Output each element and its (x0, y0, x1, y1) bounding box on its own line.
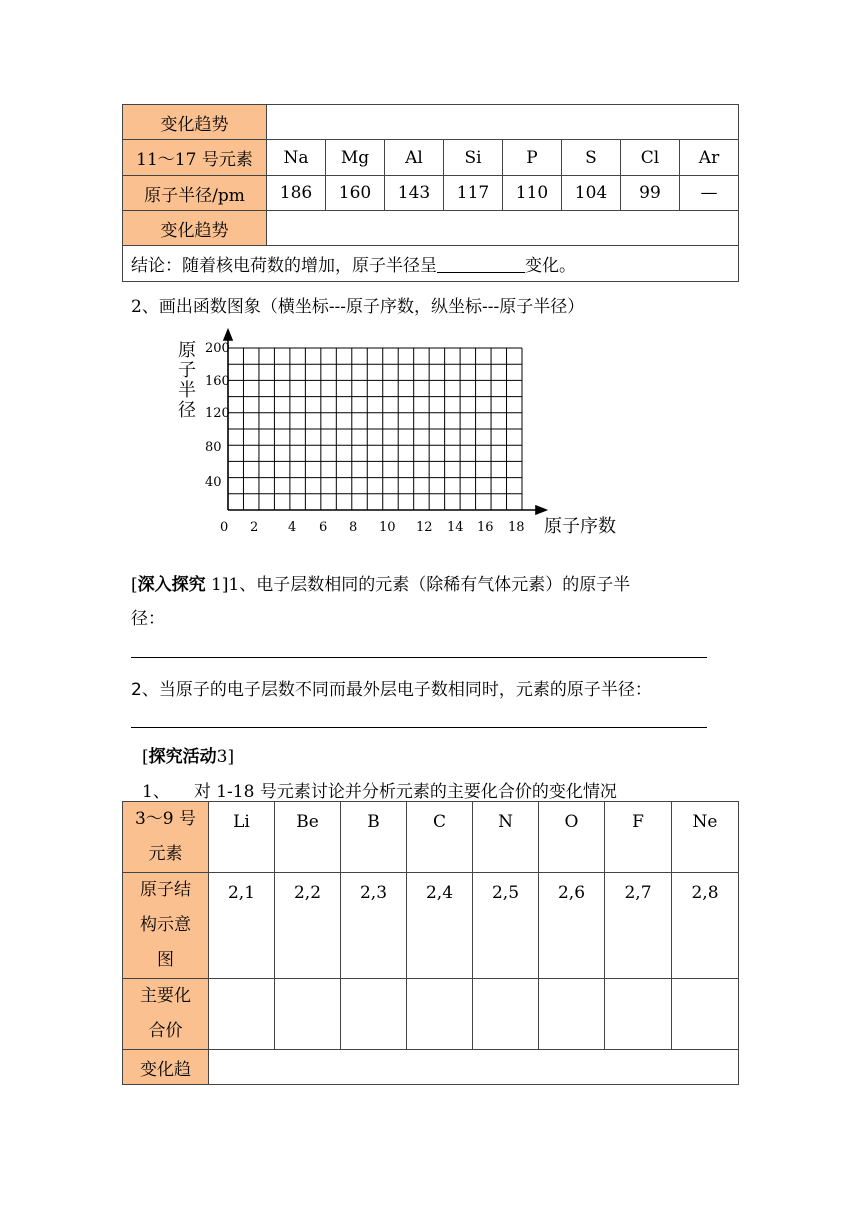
radius-label: 原子半径/pm (123, 176, 267, 211)
element-range-label: 11～17 号元素 (123, 140, 267, 176)
trend-label-2: 变化趋势 (123, 211, 267, 246)
x-tick-label: 18 (508, 520, 525, 535)
y-tick-label: 120 (205, 406, 230, 421)
y-tick-label: 80 (205, 440, 222, 455)
radius-cell: 143 (385, 176, 444, 211)
x-tick-label: 2 (250, 520, 259, 535)
y-axis-char: 半 (178, 380, 196, 401)
element-cell: Na (267, 140, 326, 176)
conclusion: 结论：随着核电荷数的增加，原子半径呈 变化。 (123, 246, 739, 282)
element-cell: Be (275, 802, 341, 873)
y-tick-label: 200 (205, 341, 230, 356)
valence-cell[interactable] (473, 979, 539, 1050)
radius-row (123, 176, 739, 211)
element-cell: Ar (680, 140, 739, 176)
axes (224, 330, 546, 514)
element-cell: P (503, 140, 562, 176)
structure-cell: 2,5 (473, 873, 539, 979)
element-cell: Cl (621, 140, 680, 176)
y-axis-char: 原 (178, 340, 196, 361)
x-tick-label: 16 (477, 520, 494, 535)
structure-header: 原子结 构示意 图 (123, 873, 209, 979)
structure-cell: 2,6 (539, 873, 605, 979)
grid (228, 348, 522, 510)
structure-cell: 2,8 (672, 873, 739, 979)
valence-cell[interactable] (341, 979, 407, 1050)
deep-q1-line2: 径： (131, 609, 165, 629)
valence-cell[interactable] (209, 979, 275, 1050)
element-cell: Li (209, 802, 275, 873)
element-cell: Mg (326, 140, 385, 176)
trend-cell[interactable] (267, 105, 739, 140)
valence-cell[interactable] (672, 979, 739, 1050)
radius-cell: 117 (444, 176, 503, 211)
y-axis-char: 子 (178, 360, 196, 381)
element-cell: Si (444, 140, 503, 176)
element-range-header: 3～9 号 元素 (123, 802, 209, 873)
x-tick-label: 4 (288, 520, 297, 535)
structure-cell: 2,2 (275, 873, 341, 979)
valence-table (122, 801, 739, 1085)
element-cell: C (407, 802, 473, 873)
y-tick-label: 40 (205, 475, 222, 490)
x-tick-label: 12 (416, 520, 433, 535)
structure-cell: 2,7 (605, 873, 672, 979)
graph-instruction: 2、画出函数图象（横坐标---原子序数，纵坐标---原子半径） (131, 297, 585, 317)
answer-line-2[interactable] (131, 727, 707, 728)
valence-cell[interactable] (275, 979, 341, 1050)
deep-q2: 2、当原子的电子层数不同而最外层电子数相同时，元素的原子半径： (131, 680, 652, 700)
radius-cell: 186 (267, 176, 326, 211)
structure-cell: 2,1 (209, 873, 275, 979)
trend-header: 变化趋 (123, 1050, 209, 1085)
radius-cell: 160 (326, 176, 385, 211)
valence-cell[interactable] (605, 979, 672, 1050)
activity-item: 1、 对 1-18 号元素讨论并分析元素的主要化合价的变化情况 (142, 782, 617, 802)
deep-title: 深入探究 (137, 575, 206, 595)
activity-title: 探究活动 (148, 747, 217, 767)
element-cell: B (341, 802, 407, 873)
element-cell: Al (385, 140, 444, 176)
structure-cell: 2,3 (341, 873, 407, 979)
deep-q1: [深入探究 1]1、电子层数相同的元素（除稀有气体元素）的原子半 (131, 575, 631, 595)
trend-cell[interactable] (209, 1050, 739, 1085)
x-axis-title: 原子序数 (544, 516, 616, 537)
valence-cell[interactable] (539, 979, 605, 1050)
radius-cell: 104 (562, 176, 621, 211)
radius-cell: 99 (621, 176, 680, 211)
structure-cell: 2,4 (407, 873, 473, 979)
x-tick-label: 6 (319, 520, 328, 535)
radius-cell: — (680, 176, 739, 211)
element-cell: O (539, 802, 605, 873)
radius-cell: 110 (503, 176, 562, 211)
x-tick-label: 10 (379, 520, 396, 535)
element-row (123, 140, 739, 176)
element-cell: N (473, 802, 539, 873)
radius-graph[interactable] (170, 326, 640, 542)
y-axis-char: 径 (178, 400, 196, 421)
valence-cell[interactable] (407, 979, 473, 1050)
radius-table (122, 104, 739, 282)
x-tick-label: 0 (220, 520, 229, 535)
element-cell: F (605, 802, 672, 873)
trend-cell-2[interactable] (267, 211, 739, 246)
trend-label: 变化趋势 (123, 105, 267, 140)
y-axis-title (178, 340, 196, 421)
element-cell: Ne (672, 802, 739, 873)
activity-heading: [探究活动3] (142, 747, 235, 767)
valence-header: 主要化 合价 (123, 979, 209, 1050)
y-tick-label: 160 (205, 374, 230, 389)
answer-line-1[interactable] (131, 657, 707, 658)
element-cell: S (562, 140, 621, 176)
x-tick-label: 14 (447, 520, 464, 535)
x-tick-label: 8 (349, 520, 358, 535)
conclusion-blank[interactable] (437, 257, 525, 273)
